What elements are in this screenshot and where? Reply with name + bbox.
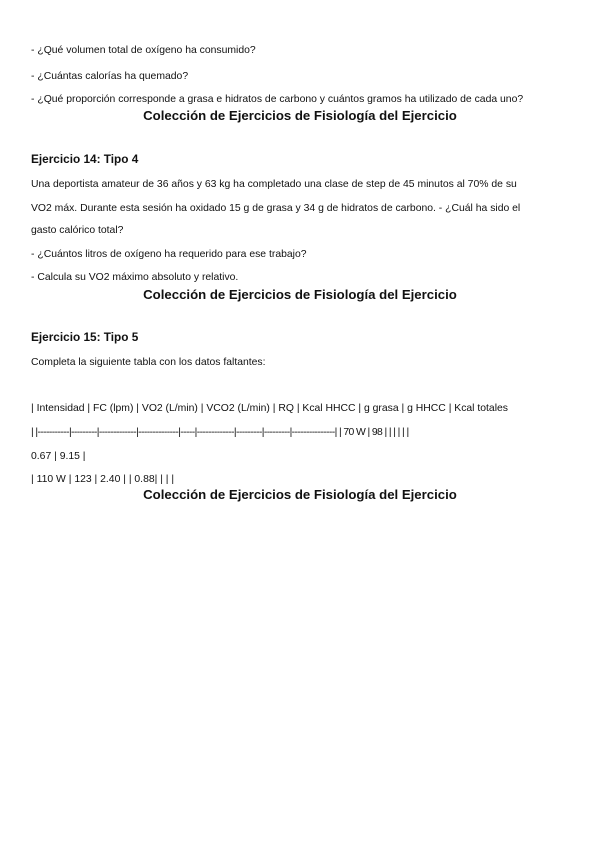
collection-footer-title: Colección de Ejercicios de Fisiología del Ejercicio [143,108,457,123]
exercise-15-heading: Ejercicio 15: Tipo 5 [31,330,139,344]
question-oxygen-liters: - ¿Cuántos litros de oxígeno ha requerido para ese trabajo? [31,249,307,260]
exercise-14-text-line: gasto calórico total? [31,225,124,236]
question-calories-burned: - ¿Cuántas calorías ha quemado? [31,71,189,82]
table-separator-line: | |-----------|---------|-------------|--------------|-----|-------------|---------|---------|---------------| | 70 W | 98 | | | | | | [31,427,409,438]
question-vo2max: - Calcula su VO2 máximo absoluto y relativo. [31,272,239,283]
collection-footer-title: Colección de Ejercicios de Fisiología del Ejercicio [143,287,457,302]
question-oxygen-volume: - ¿Qué volumen total de oxígeno ha consumido? [31,45,256,56]
table-header-line: | Intensidad | FC (lpm) | VO2 (L/min) | VCO2 (L/min) | RQ | Kcal HHCC | g grasa | g HHCC | Kcal totales [31,403,508,414]
exercise-14-heading: Ejercicio 14: Tipo 4 [31,152,139,166]
exercise-15-intro: Completa la siguiente tabla con los datos faltantes: [31,357,266,368]
table-row-line: | 110 W | 123 | 2.40 | | 0.88| | | | [31,474,175,485]
question-fat-carb-proportion: - ¿Qué proporción corresponde a grasa e hidratos de carbono y cuántos gramos ha utilizado de cada uno? [31,94,524,105]
exercise-14-text-line: Una deportista amateur de 36 años y 63 kg ha completado una clase de step de 45 minutos al 70% de su [31,179,517,190]
table-row-line: 0.67 | 9.15 | [31,451,86,462]
exercise-14-text-line: VO2 máx. Durante esta sesión ha oxidado 15 g de grasa y 34 g de hidratos de carbono. - ¿Cuál ha sido el [31,203,521,214]
collection-footer-title: Colección de Ejercicios de Fisiología del Ejercicio [143,487,457,502]
